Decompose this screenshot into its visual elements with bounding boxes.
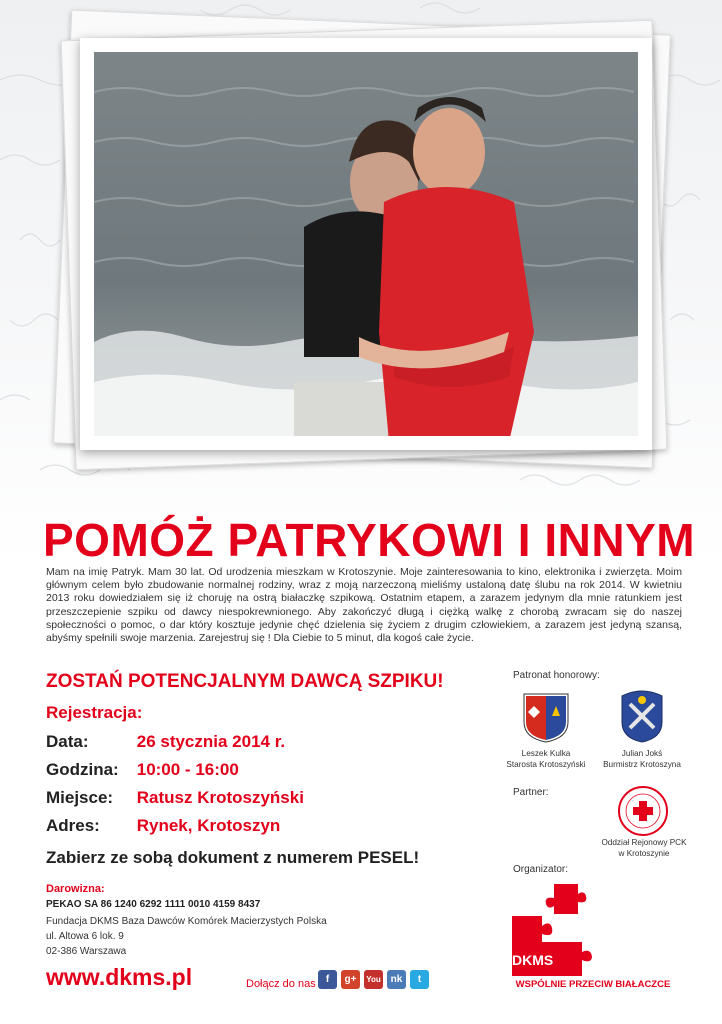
patron1-role: Starosta Krotoszyński — [506, 759, 586, 769]
registration-row-time — [46, 760, 239, 780]
place-value: Ratusz Krotoszyński — [136, 788, 304, 807]
facebook-icon[interactable]: f — [318, 970, 337, 989]
patron1-name: Leszek Kulka — [521, 749, 571, 758]
donation-org: Fundacja DKMS Baza Dawców Komórek Macierzystych Polska — [46, 916, 327, 927]
krotoszyn-crest-icon — [618, 688, 666, 744]
googleplus-icon[interactable]: g+ — [341, 970, 360, 989]
date-value: 26 stycznia 2014 r. — [136, 732, 286, 751]
twitter-icon[interactable]: t — [410, 970, 429, 989]
youtube-icon[interactable]: You — [364, 970, 383, 989]
address-value: Rynek, Krotoszyn — [136, 816, 281, 835]
donation-street: ul. Altowa 6 lok. 9 — [46, 931, 124, 942]
registration-title: Rejestracja: — [46, 703, 143, 722]
couple-beach-image — [94, 52, 638, 436]
address-label: Adres: — [46, 816, 100, 835]
place-label: Miejsce: — [46, 788, 114, 807]
partner-caption — [584, 838, 704, 859]
social-join-label: Dołącz do nas — [246, 978, 316, 990]
nk-icon[interactable]: nk — [387, 970, 406, 989]
website-link[interactable]: www.dkms.pl — [46, 964, 193, 990]
partner-name: Oddział Rejonowy PCK — [601, 838, 687, 847]
date-label: Data: — [46, 732, 89, 751]
organizer-tagline: WSPÓLNIE PRZECIW BIAŁACZCE — [515, 979, 671, 990]
patronage-label: Patronat honorowy: — [513, 670, 600, 681]
partner-city: w Krotoszynie — [618, 848, 670, 858]
registration-row-address — [46, 816, 280, 836]
intro-paragraph: Mam na imię Patryk. Mam 30 lat. Od urodzenia mieszkam w Krotoszynie. Moje zainteresowania to kino, elektronika i zwierzęta. Moim głównym celem było zbudowanie normalnej rodziny, wraz z moją narzeczoną mieliśmy ustaloną datę ślubu na rok 2014. W kwietniu 2013 roku dowiedziałem się iż choruję na ostrą białaczkę szpikową. Ostatnim etapem, a zarazem jedynym dla mnie ratunkiem jest przeszczepienie szpiku od dawcy niespokrewnionego. Aby zakończyć długą i ciężką walkę z chorobą zwracam się do naszej społeczności o pomoc, o dar który kosztuje jedynie chęć dzielenia się życiem z drugim człowiekiem, a zarazem jest jedyną szansą, abyśmy spełnili swoje marzenia. Zarejestruj się ! Dla Ciebie to 5 minut, dla kogoś całe życie. — [46, 566, 682, 645]
registration-row-place — [46, 788, 304, 808]
patron2-role: Burmistrz Krotoszyna — [603, 759, 681, 769]
registration-row-date — [46, 732, 285, 752]
pesel-note: Zabierz ze sobą dokument z numerem PESEL! — [46, 848, 420, 867]
donor-call-heading: ZOSTAŃ POTENCJALNYM DAWCĄ SZPIKU! — [46, 671, 444, 692]
donation-city: 02-386 Warszawa — [46, 946, 127, 957]
patron2-caption — [582, 749, 702, 770]
powiat-crest-icon — [522, 692, 570, 744]
time-value: 10:00 - 16:00 — [136, 760, 239, 779]
time-label: Godzina: — [46, 760, 119, 779]
dkms-logo-text: DKMS — [512, 952, 554, 968]
photo-frame — [80, 38, 652, 450]
main-headline: POMÓŻ PATRYKOWI I INNYM — [43, 514, 696, 566]
red-cross-logo-icon — [617, 785, 669, 837]
donation-account: PEKAO SA 86 1240 6292 1111 0010 4159 8437 — [46, 899, 261, 910]
donation-title: Darowizna: — [46, 883, 105, 895]
patron2-name: Julian Jokś — [621, 749, 663, 758]
partner-label: Partner: — [513, 787, 549, 798]
couple-photo — [94, 52, 638, 436]
organizer-label: Organizator: — [513, 864, 569, 875]
